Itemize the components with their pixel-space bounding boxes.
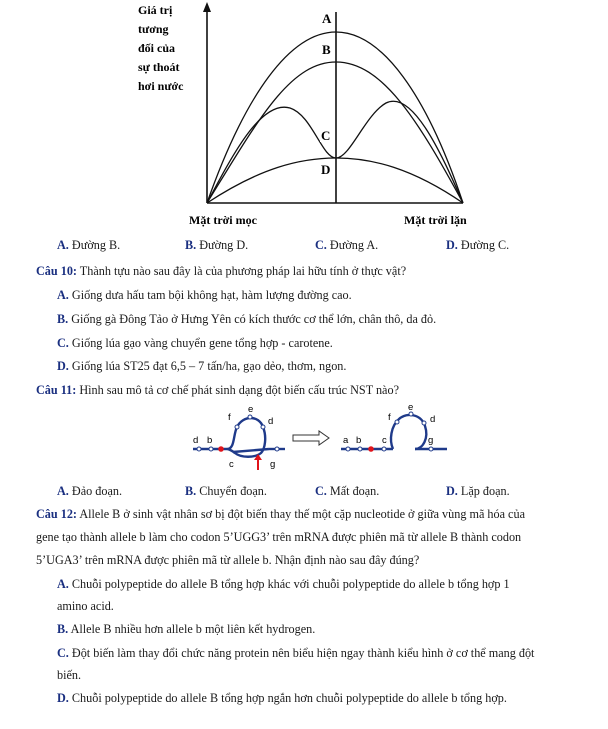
svg-text:g: g: [428, 435, 434, 446]
q10-option-a[interactable]: A. Giống dưa hấu tam bội không hạt, hàm lượng đường cao.: [57, 288, 352, 302]
q9-option-d[interactable]: D. Đường C.: [446, 238, 510, 252]
svg-text:d: d: [430, 414, 436, 425]
curve-label-a: A: [322, 11, 332, 26]
q9-option-a[interactable]: A. Đường B.: [57, 238, 121, 252]
svg-text:d: d: [268, 416, 274, 427]
y-axis-label-line: tương: [138, 22, 169, 36]
transpiration-graph: [0, 0, 608, 235]
y-axis-label-line: hơi nước: [138, 79, 184, 93]
q12-option-c[interactable]: C. Đột biến làm thay đổi chức năng protein nên biểu hiện ngay thành kiểu hình ở cơ thể mang đột: [57, 646, 535, 660]
svg-text:f: f: [388, 412, 391, 423]
q11-option-d[interactable]: D. Lặp đoạn.: [446, 484, 510, 498]
svg-text:e: e: [408, 402, 414, 413]
x-label-sunrise: Mặt trời mọc: [189, 213, 257, 227]
curve-label-c: C: [321, 128, 331, 143]
y-axis-label-line: đối của: [138, 41, 176, 55]
q11-option-c[interactable]: C. Mất đoạn.: [315, 484, 380, 498]
y-axis-label-line: Giá trị: [138, 3, 173, 17]
q12-option-c-cont: biến.: [57, 668, 82, 682]
q12-option-b[interactable]: B. Allele B nhiều hơn allele b một liên kết hydrogen.: [57, 622, 316, 636]
svg-text:d: d: [193, 435, 199, 446]
y-axis-arrow: [203, 2, 211, 12]
curve-b: [207, 62, 463, 203]
q10-option-b[interactable]: B. Giống gà Đông Tảo ở Hưng Yên có kích thước cơ thể lớn, chân thô, da đỏ.: [57, 312, 437, 326]
svg-text:b: b: [356, 435, 362, 446]
q12-stem-line: 5’UGA3’ trên mRNA được phiên mã từ allele b. Nhận định nào sau đây đúng?: [36, 553, 420, 567]
q12-stem-line: gene tạo thành allele b làm cho codon 5’UGG3’ trên mRNA được phiên mã từ allele B thành codon: [36, 530, 522, 544]
q11-option-b[interactable]: B. Chuyển đoạn.: [185, 484, 267, 498]
q9-option-b[interactable]: B. Đường D.: [185, 238, 249, 252]
q12-option-d[interactable]: D. Chuỗi polypeptide do allele B tổng hợp ngắn hơn chuỗi polypeptide do allele b tổng hợp.: [57, 691, 507, 705]
curve-label-d: D: [321, 162, 331, 177]
curve-d: [207, 158, 463, 203]
curve-a: [207, 32, 463, 203]
q12-stem-line: Câu 12: Allele B ở sinh vật nhân sơ bị đột biến thay thế một cặp nucleotide ở giữa vùng mã hóa của: [36, 507, 525, 521]
y-axis-label-line: sự thoát: [138, 60, 180, 74]
q12-option-a-cont: amino acid.: [57, 599, 114, 613]
q11-stem: Câu 11: Hình sau mô tả cơ chế phát sinh dạng đột biến cấu trúc NST nào?: [36, 383, 399, 397]
svg-text:c: c: [382, 435, 387, 446]
q10-stem: Câu 10: Thành tựu nào sau đây là của phương pháp lai hữu tính ở thực vật?: [36, 264, 407, 278]
q10-option-d[interactable]: D. Giống lúa ST25 đạt 6,5 – 7 tấn/ha, gạo dẻo, thơm, ngon.: [57, 359, 347, 373]
svg-text:g: g: [270, 459, 276, 470]
svg-text:b: b: [207, 435, 213, 446]
x-label-sunset: Mặt trời lặn: [404, 213, 467, 227]
chromosome-diagram: [185, 400, 455, 480]
svg-text:c: c: [229, 459, 234, 470]
q12-option-a[interactable]: A. Chuỗi polypeptide do allele B tổng hợp khác với chuỗi polypeptide do allele b tổng hợp 1: [57, 577, 510, 591]
svg-text:f: f: [228, 412, 231, 423]
q10-option-c[interactable]: C. Giống lúa gạo vàng chuyển gene tổng hợp - carotene.: [57, 336, 333, 350]
q11-option-a[interactable]: A. Đảo đoạn.: [57, 484, 122, 498]
svg-text:e: e: [248, 404, 254, 415]
curve-c: [207, 101, 463, 203]
q9-option-c[interactable]: C. Đường A.: [315, 238, 379, 252]
svg-text:a: a: [343, 435, 349, 446]
curve-label-b: B: [322, 42, 331, 57]
